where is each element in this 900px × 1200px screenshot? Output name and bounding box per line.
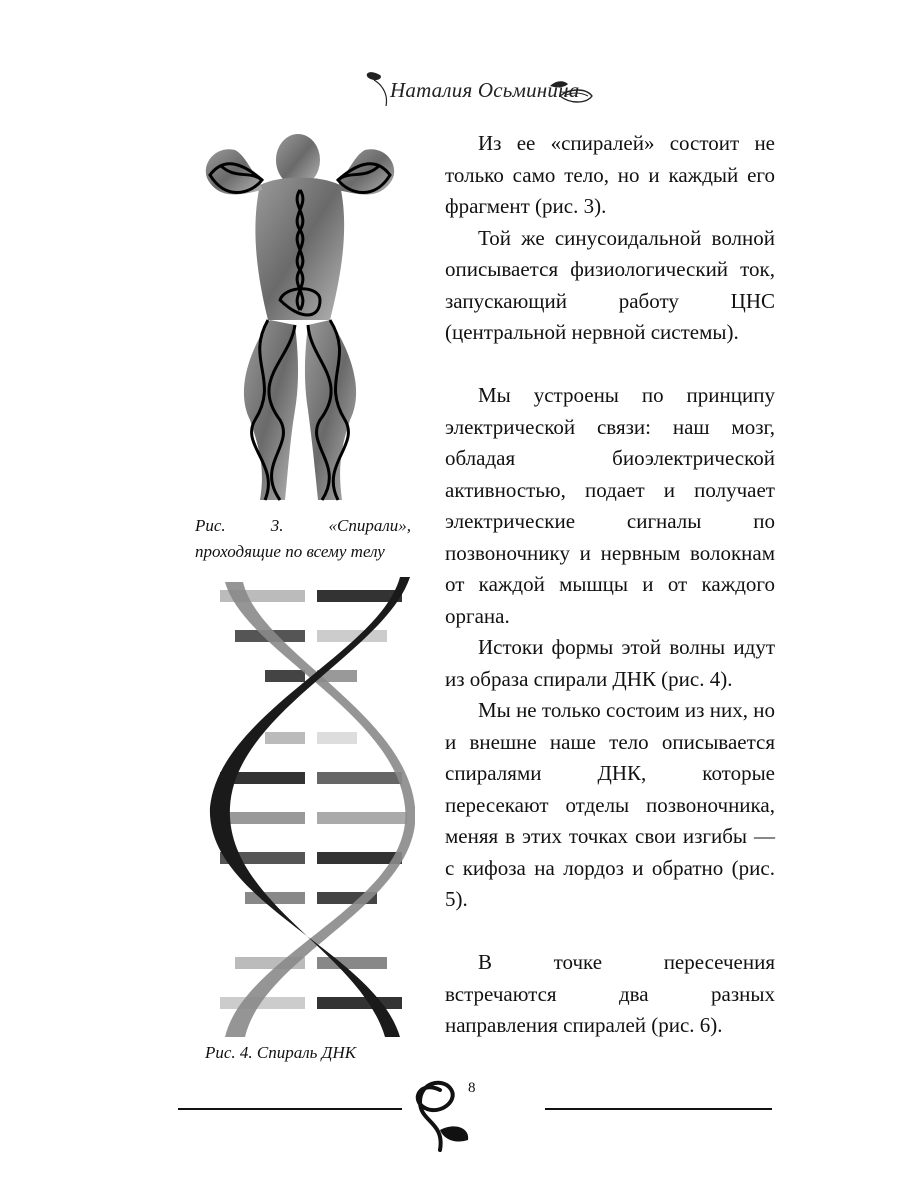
figure-4-caption: Рис. 4. Спираль ДНК [205, 1043, 357, 1062]
body-text [445, 128, 775, 1042]
header-author: Наталия Осьминина [390, 78, 580, 102]
paragraph: Истоки формы этой волны идут из образа спирали ДНК (рис. 4). [445, 635, 775, 691]
swirl-ornament-icon [0, 1060, 900, 1160]
paragraph: Мы не только состоим из них, но и внешне наше тело описывается спиралями ДНК, которые пересекают отделы позвоночника, меняя в этих точках свои изгибы — с кифоза на лордоз и обратно (рис. 5). [445, 698, 775, 911]
running-header [360, 66, 600, 112]
figure-spirals-body [190, 120, 410, 510]
figure-3-caption: Рис. 3. «Спирали», проходящие по всему телу [195, 516, 411, 561]
paragraph: В точке пересечения встречаются два разных направления спиралей (рис. 6). [445, 950, 775, 1037]
paragraph: Из ее «спиралей» состоит не только само тело, но и каждый его фрагмент (рис. 3). [445, 131, 775, 218]
paragraph: Мы устроены по принципу электрической связи: наш мозг, обладая биоэлектрической активностью, подает и получает электрические сигналы по позвоночнику и нервным волокнам от каждой мышцы и от каждого органа. [445, 383, 775, 628]
paragraph: Той же синусоидальной волной описывается физиологический ток, запускающий работу ЦНС (центральной нервной системы). [445, 225, 775, 344]
page-number: 8 [468, 1080, 476, 1096]
page-footer [0, 1060, 900, 1160]
figure-dna-helix [205, 572, 415, 1042]
